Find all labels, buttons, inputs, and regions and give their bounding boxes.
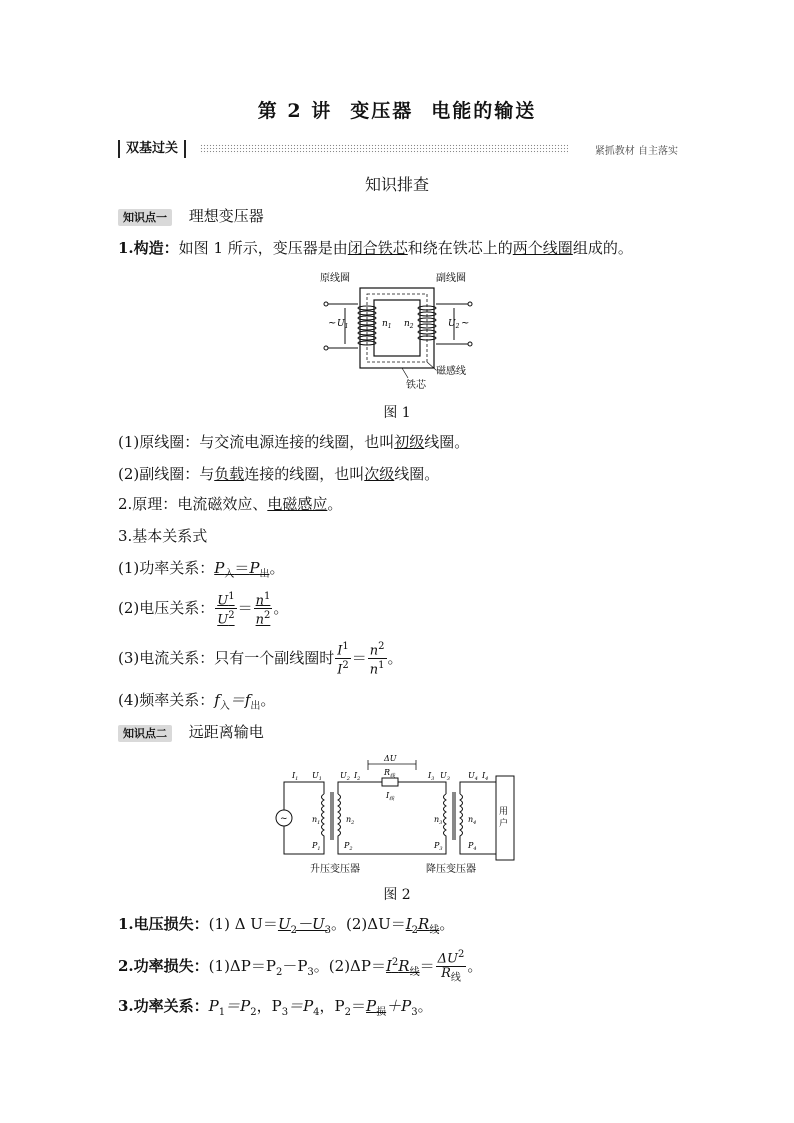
svg-text:n3: $n_3$ xyxy=(434,815,443,826)
user-label-2: 户 xyxy=(499,819,509,829)
rel1-end: 。 xyxy=(269,559,285,577)
point1-tag: 知识点一 xyxy=(118,209,172,226)
coil-n4 xyxy=(460,794,463,840)
blank-induction: 电磁感应 xyxy=(267,495,328,513)
item2-text-b: 。 xyxy=(327,495,343,513)
transformer-diagram xyxy=(314,268,484,392)
svg-text:I1: $I_1$ xyxy=(292,771,299,782)
figure2-caption: 图 2 xyxy=(383,887,411,903)
label-flux: 磁感线 xyxy=(436,366,466,377)
blank-p-loss: $P_损$ xyxy=(366,997,387,1018)
primary-coil-def xyxy=(118,432,469,452)
construction-line xyxy=(118,238,633,258)
blank-ir-drop: $I_2R_线$ xyxy=(405,915,440,936)
turns-ratio: $\frac{n^1}{n^2}$ xyxy=(255,591,271,628)
power-balance: 3.功率关系：$P_1=P_2$，$P_3=P_4$，$P_2=P_损+P_3$。 xyxy=(118,997,433,1018)
source-symbol: ~ xyxy=(280,814,288,824)
page-title xyxy=(0,96,794,123)
section-banner xyxy=(118,140,678,158)
loss2-prefix: 2.功率损失： xyxy=(118,957,209,975)
step-up-label: 升压变压器 xyxy=(310,864,360,875)
item1-text-b: 和绕在铁芯上的 xyxy=(407,239,513,257)
svg-text:n4: $n_4$ xyxy=(468,815,477,826)
svg-text:P3: $P_3$ xyxy=(434,841,443,852)
label-core: 铁芯 xyxy=(406,380,426,391)
svg-text:P2: $P_2$ xyxy=(344,841,353,852)
rel2-end: 。 xyxy=(273,598,289,617)
sub-heading: 知识排查 xyxy=(364,175,429,194)
banner-dots xyxy=(200,144,568,154)
blank-closed-core: 闭合铁芯 xyxy=(347,239,408,257)
lecture-number: 第 2 讲 xyxy=(257,100,333,122)
blank-two-coils: 两个线圈 xyxy=(512,239,573,257)
principle-line xyxy=(118,494,342,514)
label-u1: $U_1$ xyxy=(337,319,349,330)
fig2-labels xyxy=(291,754,488,852)
sub2-text-b: 连接的线圈，也叫 xyxy=(244,465,365,483)
rel3-label: (3)电流关系：只有一个副线圈时 xyxy=(118,648,335,667)
blank-load: 负载 xyxy=(214,465,245,483)
blank-voltage-loss: $U_2-U_3$ xyxy=(277,915,331,936)
line-resistor xyxy=(382,778,398,786)
du2-over-r: $\frac{\Delta U^2}{R_线}$ xyxy=(437,949,465,984)
svg-text:n2: $n_2$ xyxy=(346,815,355,826)
rel-prefix: 3.功率关系： xyxy=(118,997,209,1015)
point1-heading xyxy=(118,206,264,228)
rel1-label: (1)功率关系： xyxy=(118,559,215,577)
rel4-label: (4)频率关系： xyxy=(118,691,215,709)
svg-text:U1: $U_1$ xyxy=(312,771,322,782)
svg-text:U3: $U_3$ xyxy=(440,771,450,782)
blank-i2r: $I^2R_线$ xyxy=(385,957,420,978)
secondary-coil-def xyxy=(118,464,439,484)
svg-text:I线: $I_线$ xyxy=(386,791,395,802)
label-n1: $n_1$ xyxy=(382,319,392,330)
section-subtitle: 紧抓教材 自主落实 xyxy=(594,146,678,157)
svg-text:P1: $P_1$ xyxy=(312,841,321,852)
label-primary-coil: 原线圈 xyxy=(320,273,350,284)
voltage-ratio: $\frac{U^1}{U^2}$ xyxy=(217,591,235,628)
figure1-caption: 图 1 xyxy=(383,405,411,421)
sub1-text-b: 线圈。 xyxy=(424,433,470,451)
transmission-diagram xyxy=(270,754,520,878)
sub2-text-a: (2)副线圈：与 xyxy=(118,465,215,483)
rel3-eq: ＝ xyxy=(351,648,367,667)
blank-power-relation: $P_入=P_出$ xyxy=(214,559,270,580)
coil-n1 xyxy=(322,794,325,840)
power-relation xyxy=(118,558,284,585)
point2-heading xyxy=(118,722,264,744)
label-u2: $U_2$ xyxy=(448,319,460,330)
inverse-turns-ratio: $\frac{n^2}{n^1}$ xyxy=(369,641,385,678)
relations-heading: 3.基本关系式 xyxy=(118,527,208,545)
blank-secondary: 次级 xyxy=(364,465,395,483)
label-n2: $n_2$ xyxy=(404,319,414,330)
svg-text:U4: $U_4$ xyxy=(468,771,478,782)
title-topic1: 变压器 xyxy=(350,100,414,122)
coil-n2 xyxy=(338,794,341,840)
label-secondary-coil: 副线圈 xyxy=(436,273,466,284)
step-down-label: 降压变压器 xyxy=(426,864,476,875)
label-tilde-left: ~ xyxy=(328,318,337,329)
svg-text:I3: $I_3$ xyxy=(428,771,435,782)
user-label-1: 用 xyxy=(499,807,509,817)
point2-title: 远距离输电 xyxy=(188,723,264,741)
svg-text:I4: $I_4$ xyxy=(482,771,489,782)
rel2-label: (2)电压关系： xyxy=(118,598,215,617)
user-box xyxy=(496,776,514,860)
svg-text:P4: $P_4$ xyxy=(468,841,477,852)
current-ratio: $\frac{I^1}{I^2}$ xyxy=(337,641,349,678)
svg-text:R线: $R_线$ xyxy=(384,768,396,779)
voltage-loss: 1.电压损失：(1) Δ $U=U_2-U_3$。$(2)\Delta U=I_2R_线$。 xyxy=(118,915,455,936)
svg-text:U2: $U_2$ xyxy=(340,771,350,782)
svg-text:n1: $n_1$ xyxy=(312,815,321,826)
item2-prefix: 2.原理： xyxy=(118,495,178,513)
label-tilde-right: ~ xyxy=(461,318,470,329)
svg-text:ΔU: ΔU xyxy=(384,754,397,763)
leads xyxy=(328,304,468,348)
voltage-relation xyxy=(118,590,288,628)
item1-text-c: 组成的。 xyxy=(572,239,633,257)
current-relation xyxy=(118,640,403,678)
blank-primary: 初级 xyxy=(394,433,425,451)
item2-text-a: 电流磁效应、 xyxy=(177,495,268,513)
item1-prefix: 1.构造： xyxy=(118,239,179,257)
sub1-text-a: (1)原线圈：与交流电源连接的线圈，也叫 xyxy=(118,433,395,451)
point1-title: 理想变压器 xyxy=(188,207,264,225)
rel2-eq: ＝ xyxy=(237,598,253,617)
section-label: 双基过关 xyxy=(118,140,186,158)
rel3-end: 。 xyxy=(387,648,403,667)
sub2-text-c: 线圈。 xyxy=(394,465,440,483)
frequency-relation: (4)频率关系：$f_入=f_出$。 xyxy=(118,691,276,712)
point2-tag: 知识点二 xyxy=(118,725,172,742)
power-loss: 2.功率损失：$(1)\Delta P=P_2-P_3$。$(2)\Delta P=I^2R_线=$ $\frac{\Delta U^2}{R_线}$ 。 xyxy=(118,949,483,984)
loss1-prefix: 1.电压损失： xyxy=(118,915,209,933)
svg-text:I2: $I_2$ xyxy=(354,771,361,782)
coil-n3 xyxy=(444,794,447,840)
item1-text-a: 如图 1 所示，变压器是由 xyxy=(178,239,348,257)
title-topic2: 电能的输送 xyxy=(431,100,537,122)
